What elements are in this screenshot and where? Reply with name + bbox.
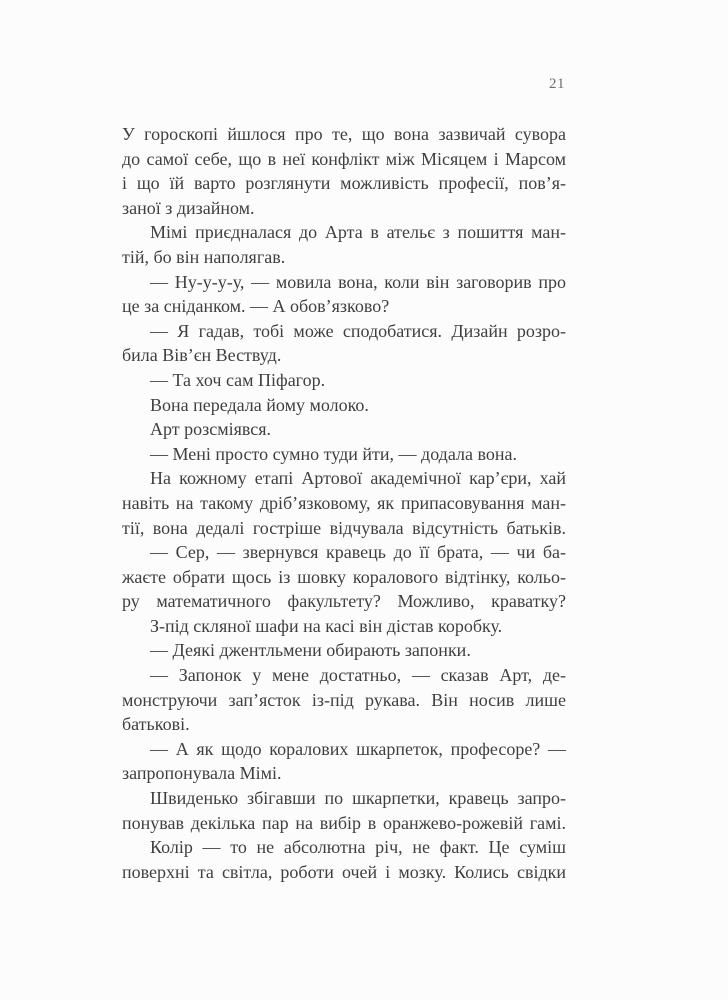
text-line: ру математичного факультету? Можливо, краватку? [122, 591, 566, 612]
text-line: монструючи зап’ясток із-під рукава. Він носив лише [122, 689, 566, 710]
text-line: тій, бо він наполягав. [122, 246, 286, 267]
text-line: тії, вона дедалі гостріше відчувала відсутність батьків. [122, 517, 566, 538]
text-line: З-під скляної шафи на касі він дістав коробку. [150, 615, 503, 636]
text-line: — Сер, — звернувся кравець до її брата, — чи ба- [150, 542, 566, 563]
text-line: жаєте обрати щось із шовку коралового відтінку, кольо- [122, 566, 566, 587]
text-line: навіть на такому дріб’язковому, як припасовування ман- [122, 492, 566, 513]
text-line: це за сніданком. — А обов’язково? [122, 296, 390, 317]
text-line: — Я гадав, тобі може сподобатися. Дизайн розро- [150, 320, 566, 341]
text-line: — Запонок у мене достатньо, — сказав Арт, де- [150, 665, 566, 686]
text-line: Мімі приєдналася до Арта в ательє з пошиття ман- [150, 222, 566, 243]
text-line: Колір — то не абсолютна річ, не факт. Це суміш [150, 837, 566, 858]
text-line: Швиденько збігавши по шкарпетки, кравець запро- [150, 788, 566, 809]
text-line: Вона передала йому молоко. [150, 394, 369, 415]
text-line: У гороскопі йшлося про те, що вона зазвичай сувора [122, 124, 566, 144]
text-line: — Ну-у-у-у, — мовила вона, коли він заговорив про [150, 271, 566, 292]
text-line: заної з дизайном. [122, 197, 255, 218]
text-line: — Деякі джентльмени обирають запонки. [150, 640, 471, 661]
text-line: Арт розсміявся. [150, 419, 272, 440]
text-line: била Вів’єн Вествуд. [122, 345, 282, 366]
text-block [122, 122, 566, 884]
text-line: — Мені просто сумно туди йти, — додала вона. [150, 443, 517, 464]
text-line: На кожному етапі Артової академічної кар’єри, хай [150, 468, 566, 489]
text-line: запропонувала Мімі. [122, 763, 282, 784]
text-line: понував декілька пар на вибір в оранжево-рожевій гамі. [122, 812, 566, 833]
text-line: — Та хоч сам Піфагор. [150, 369, 326, 390]
text-line: до самої себе, що в неї конфлікт між Місяцем і Марсом [122, 148, 566, 169]
page-number: 21 [549, 76, 565, 92]
text-line: і що їй варто розглянути можливість професії, пов’я- [122, 173, 566, 194]
text-line: батькові. [122, 714, 190, 735]
text-line: поверхні та світла, роботи очей і мозку. Колись свідки [122, 861, 566, 882]
text-line: — А як щодо коралових шкарпеток, професоре? — [150, 738, 566, 759]
